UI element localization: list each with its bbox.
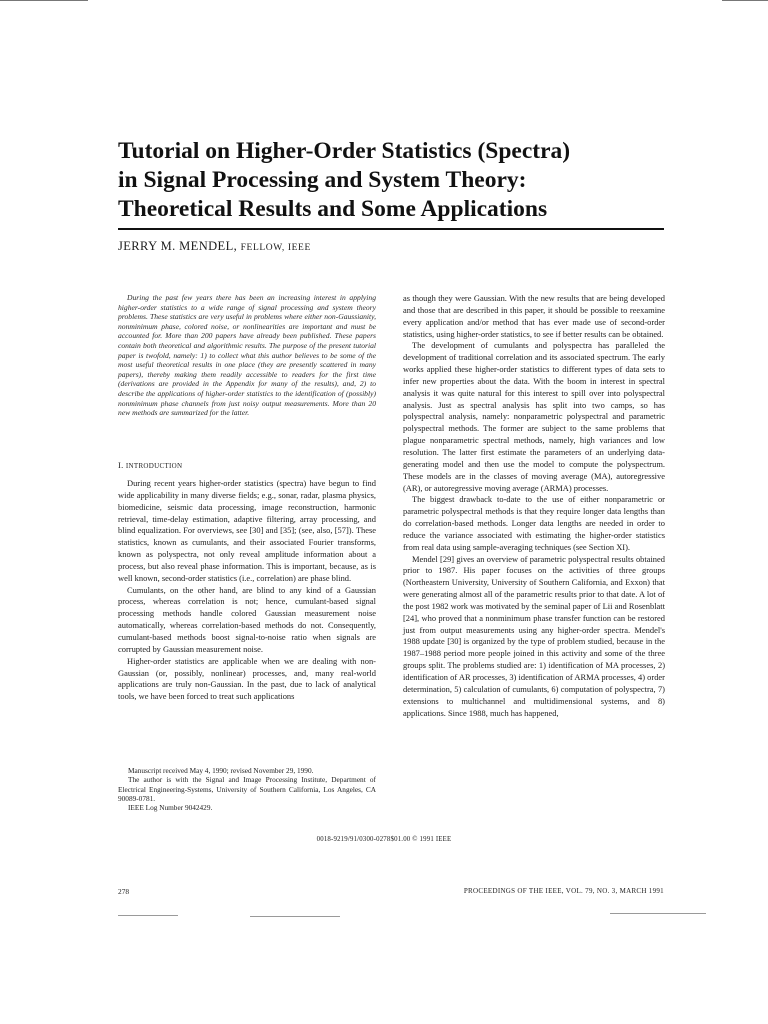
footnote [118, 766, 376, 812]
scan-edge-mark [250, 916, 340, 917]
title-line: Theoretical Results and Some Applications [118, 196, 548, 222]
footnote-line: The author is with the Signal and Image Processing Institute, Department of Electrical Engineering-Systems, University of Southern California, Los Angeles, CA 90089-0781. [118, 775, 376, 803]
copyright-line: 0018-9219/91/0300-0278$01.00 © 1991 IEEE [316, 836, 452, 843]
footnote-line: Manuscript received May 4, 1990; revised November 29, 1990. [128, 766, 314, 775]
paragraph: as though they were Gaussian. With the new results that are being developed and those that are described in this paper, it should be possible to reexamine every application and/or method that has ever made use of second-order statistics, using higher-order statistics, to see if better results can be obtained. [403, 293, 665, 339]
author-rank: FELLOW, IEEE [240, 243, 311, 253]
paragraph: Mendel [29] gives an overview of parametric polyspectral results obtained prior to 1987. His paper focuses on the activities of three groups (Northeastern University, University of Southern California, and Exxon) that were generating almost all of the parametric results prior to that date. A lot of the post 1982 work was motivated by the seminal paper of Lii and Rosenblatt [24], who proved that a nonminimum phase transfer function can be restored just from output measurements using any higher-order spectra. Mendel's 1988 update [30] is organized by the type of problem studied, because in the 1987–1988 period more people joined in this activity and some of the three groups split. The problems studied are: 1) identification of MA processes, 2) identification of AR processes, 3) identification of ARMA processes, 4) order determination, 5) calculation of cumulants, 6) computation of polyspectra, 7) extensions to multichannel and multidimensional systems, and 8) applications. Since 1988, much has happened, [403, 553, 665, 718]
abstract [118, 293, 376, 418]
title-rule [118, 228, 664, 230]
scan-edge-mark [118, 915, 178, 916]
page-number: 278 [118, 887, 130, 896]
paragraph: Cumulants, on the other hand, are blind to any kind of a Gaussian process, whereas correlation is not; hence, cumulant-based signal processing methods handle colored Gaussian measurement noise automatically, whereas correlation-based methods do not. Consequently, cumulant-based methods boost signal-to-noise ratio when signals are corrupted by Gaussian measurement noise. [118, 584, 376, 654]
scan-edge-mark [722, 0, 768, 1]
title-line: Tutorial on Higher-Order Statistics (Spectra) [118, 138, 571, 164]
paper-title [118, 137, 678, 224]
paragraph: The development of cumulants and polyspectra has paralleled the development of traditional correlation and its associated spectrum. The early works applied these higher-order statistics to different types of data sets to infer new properties about the data. With the boom in interest in spectral analysis it was quite natural for this interest to spill over into polyspectral analysis. Just as spectral analysis has split into two camps, so has polyspectral analysis, namely: nonparametric polyspectral and parametric polyspectral methods. The former are subject to the same problems that plague nonparametric spectral methods, namely, high variances and low resolution. The latter first estimate the parameters of an underlying data-generating model and then use the model to compute the polyspectrum. These models are in the classes of moving average (MA), autoregressive (AR), or autoregressive moving average (ARMA) processes. [403, 340, 665, 493]
scan-edge-mark [610, 913, 706, 914]
footnote-line: IEEE Log Number 9042429. [128, 803, 213, 813]
paragraph: During recent years higher-order statistics (spectra) have begun to find wide applicability in many diverse fields; e.g., sonar, radar, plasma physics, biomedicine, seismic data processing, image reconstruction, harmonic retrieval, time-delay estimation, adaptive filtering, array processing, and blind equalization. For overviews, see [30] and [35]; (see, also, [57]). These statistics, known as cumulants, and their associated Fourier transforms, known as polyspectra, not only reveal amplitude information about a process, but also reveal phase information. This is important, because, as is well known, second-order statistics (i.e., correlation) are phase blind. [118, 478, 376, 583]
title-line: in Signal Processing and System Theory: [118, 167, 527, 193]
section-heading [118, 461, 182, 470]
right-column [403, 293, 665, 719]
paragraph: The biggest drawback to-date to the use of either nonparametric or parametric polyspectral methods is that they require longer data lengths than do correlation-based methods. Longer data lengths are needed in order to reduce the variance associated with estimating the higher-order statistics from real data using sample-averaging techniques (see Section XI). [403, 494, 665, 552]
scan-edge-mark [0, 0, 88, 1]
journal-citation: PROCEEDINGS OF THE IEEE, VOL. 79, NO. 3, MARCH 1991 [463, 887, 664, 895]
paragraph: Higher-order statistics are applicable when we are dealing with non-Gaussian (or, possibly, nonlinear) processes, and, many real-world applications are truly non-Gaussian. In the past, due to lack of analytical tools, we have been forced to treat such applications [118, 655, 376, 702]
abstract-text: During the past few years there has been an increasing interest in applying higher-order statistics to a wide range of signal processing and system theory problems. These statistics are very useful in problems where either non-Gaussianity, nonminimum phase, colored noise, or nonlinearities are important and must be accounted for. More than 200 papers have already been published. These papers contain both theoretical and algorithmic results. The purpose of the present tutorial paper is twofold, namely: 1) to collect what this author believes to be some of the most useful theoretical results in one place (they are presently scattered in many papers), thereby making them readily accessible to readers for the first time (derivations are provided in the Appendix for many of the results), and, 2) to describe the applications of higher-order statistics to the identification of (possibly) nonminimum phase channels from just noisy output measurements. More than 20 new methods are summarized for the latter. [118, 293, 376, 418]
author-name: JERRY M. MENDEL, [118, 239, 238, 253]
section-title: INTRODUCTION [125, 462, 183, 470]
author-line [118, 239, 311, 254]
section-number: I. [118, 461, 124, 470]
left-column [118, 478, 376, 703]
